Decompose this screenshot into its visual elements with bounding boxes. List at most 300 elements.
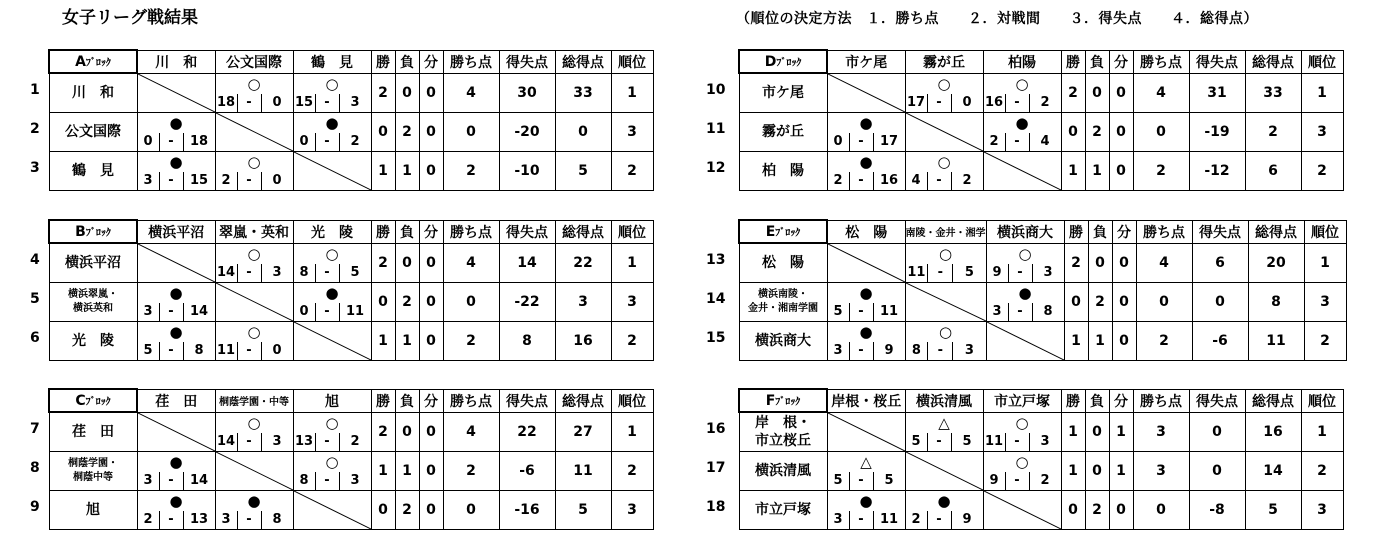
score-against: 16: [873, 172, 905, 191]
score-dash: -: [1005, 433, 1029, 452]
stat-losses: 0: [395, 73, 419, 112]
result-mark: ●: [827, 321, 905, 342]
stat-header: 得失点: [499, 50, 555, 73]
score-for: 0: [293, 133, 315, 152]
score-for: 2: [137, 511, 159, 530]
stat-rank: 1: [611, 412, 653, 451]
score-dash: -: [849, 472, 873, 491]
opponent-header: 市立戸塚: [983, 389, 1061, 412]
stat-goals-total: 11: [555, 451, 611, 490]
stat-goal-diff: -6: [1192, 321, 1248, 360]
stat-losses: 2: [1085, 112, 1109, 151]
score-dash: -: [849, 303, 873, 322]
score-against: 11: [339, 303, 371, 322]
header-row: [739, 220, 1346, 243]
score-dash: -: [927, 172, 951, 191]
stat-header: 分: [419, 220, 443, 243]
stat-rank: 3: [611, 282, 653, 321]
score-for: 3: [986, 303, 1008, 322]
score-against: 9: [873, 342, 905, 361]
block-table: [48, 49, 654, 191]
score-against: 3: [1029, 433, 1061, 452]
stat-rank: 1: [1301, 412, 1343, 451]
score-for: 3: [137, 472, 159, 491]
stat-header: 総得点: [1248, 220, 1304, 243]
score-for: 0: [827, 133, 849, 152]
block-b: [48, 219, 654, 361]
score-for: 11: [216, 343, 236, 358]
score-for: 11: [984, 434, 1004, 449]
stat-rank: 3: [1301, 112, 1343, 151]
self-match-cell: [137, 73, 215, 112]
score-against: 2: [339, 133, 371, 152]
team-row: [49, 112, 653, 133]
stat-header: 順位: [611, 50, 653, 73]
stat-header: 総得点: [555, 50, 611, 73]
ranking-method-note: （順位の決定方法 １．勝ち点 ２．対戦間 ３．得失点 ４．総得点）: [736, 11, 1258, 27]
opponent-header: 岸根・桜丘: [827, 389, 905, 412]
score-dash: -: [1005, 472, 1029, 491]
block-d: [738, 49, 1344, 191]
score-dash: -: [315, 133, 339, 152]
stat-rank: 3: [1304, 282, 1346, 321]
block-label: [739, 389, 827, 412]
block-suffix: ﾌﾞﾛｯｸ: [85, 57, 111, 69]
stat-goal-diff: 14: [499, 243, 555, 282]
team-name: 横浜平沼: [49, 243, 137, 282]
opponent-header: 翠嵐・英和: [215, 220, 293, 243]
stat-header: 順位: [1301, 50, 1343, 73]
score-for: 2: [215, 172, 237, 191]
stat-wins: 1: [1064, 321, 1088, 360]
score-dash: -: [315, 303, 339, 322]
score-dash: -: [159, 472, 183, 491]
stat-points: 2: [443, 151, 499, 190]
stat-losses: 0: [395, 243, 419, 282]
self-match-cell: [293, 151, 371, 190]
stat-goal-diff: -20: [499, 112, 555, 151]
self-match-cell: [905, 112, 983, 151]
result-mark: ●: [215, 490, 293, 511]
stat-goals-total: 5: [555, 490, 611, 529]
stat-header: 負: [1085, 50, 1109, 73]
team-row: [49, 321, 653, 342]
stat-losses: 2: [1085, 490, 1109, 529]
score-for: 2: [983, 133, 1005, 152]
stat-header: 分: [1109, 50, 1133, 73]
stat-goals-total: 33: [1245, 73, 1301, 112]
stat-rank: 2: [611, 321, 653, 360]
self-match-cell: [905, 282, 986, 321]
stat-wins: 2: [1061, 73, 1085, 112]
score-against: 4: [1029, 133, 1061, 152]
score-for: 14: [216, 434, 236, 449]
stat-goal-diff: -12: [1189, 151, 1245, 190]
score-against: 0: [261, 94, 293, 113]
team-row: [739, 243, 1346, 264]
stat-points: 0: [1133, 112, 1189, 151]
stat-goals-total: 11: [1248, 321, 1304, 360]
block-suffix: ﾌﾞﾛｯｸ: [776, 57, 802, 69]
stat-header: 順位: [611, 220, 653, 243]
stat-header: 順位: [1301, 389, 1343, 412]
stat-draws: 0: [419, 321, 443, 360]
stat-draws: 0: [1109, 112, 1133, 151]
opponent-header: 柏陽: [983, 50, 1061, 73]
score-for: 8: [293, 472, 315, 491]
stat-losses: 1: [395, 451, 419, 490]
block-table: [48, 388, 654, 530]
row-number: 13: [706, 252, 726, 268]
score-dash: -: [315, 472, 339, 491]
stat-goals-total: 16: [555, 321, 611, 360]
team-name: 光 陵: [49, 321, 137, 360]
team-name: 横浜翠嵐・ 横浜英和: [49, 282, 137, 321]
score-against: 3: [261, 433, 293, 452]
score-against: 11: [873, 303, 905, 322]
score-dash: -: [237, 94, 261, 113]
self-match-cell: [986, 321, 1064, 360]
stat-header: 総得点: [1245, 50, 1301, 73]
stat-wins: 2: [1064, 243, 1088, 282]
self-match-cell: [215, 451, 293, 490]
team-row: [49, 243, 653, 264]
opponent-header: 荏 田: [137, 389, 215, 412]
stat-header: 勝: [371, 220, 395, 243]
team-row: [739, 451, 1343, 472]
block-e: [738, 219, 1347, 361]
block-letter: B: [75, 223, 86, 240]
stat-header: 総得点: [1245, 389, 1301, 412]
score-against: 3: [339, 94, 371, 113]
stat-losses: 0: [1085, 451, 1109, 490]
score-against: 2: [1029, 472, 1061, 491]
team-name: 柏 陽: [739, 151, 827, 190]
score-dash: -: [159, 172, 183, 191]
stat-points: 2: [1133, 151, 1189, 190]
opponent-header: 鶴 見: [293, 50, 371, 73]
result-mark: ○: [293, 451, 371, 472]
stat-draws: 0: [419, 451, 443, 490]
self-match-cell: [137, 412, 215, 451]
stat-header: 負: [395, 220, 419, 243]
block-label: [49, 220, 137, 243]
stat-draws: 0: [1112, 321, 1136, 360]
row-number: 8: [30, 460, 40, 476]
team-row: [49, 490, 653, 511]
page-title: 女子リーグ戦結果: [62, 8, 198, 28]
stat-losses: 2: [1088, 282, 1112, 321]
score-for: 13: [294, 434, 314, 449]
stat-points: 2: [443, 451, 499, 490]
score-for: 5: [905, 433, 927, 452]
stat-rank: 1: [611, 243, 653, 282]
stat-losses: 1: [1088, 321, 1112, 360]
stat-draws: 0: [419, 112, 443, 151]
stat-header: 負: [395, 50, 419, 73]
result-mark: ●: [827, 151, 905, 172]
stat-draws: 0: [419, 243, 443, 282]
score-for: 5: [827, 303, 849, 322]
result-mark: ●: [137, 112, 215, 133]
team-name: 霧が丘: [739, 112, 827, 151]
result-mark: ○: [215, 73, 293, 94]
stat-rank: 3: [611, 490, 653, 529]
score-against: 3: [953, 342, 986, 361]
block-suffix: ﾌﾞﾛｯｸ: [85, 227, 111, 239]
stat-draws: 0: [419, 490, 443, 529]
score-for: 4: [905, 172, 927, 191]
stat-draws: 0: [1112, 243, 1136, 282]
score-dash: -: [1005, 94, 1029, 113]
result-mark: ●: [827, 490, 905, 511]
stat-wins: 0: [1061, 490, 1085, 529]
stat-header: 分: [419, 389, 443, 412]
score-for: 8: [293, 264, 315, 283]
team-name: 鶴 見: [49, 151, 137, 190]
stat-goal-diff: 6: [1192, 243, 1248, 282]
stat-losses: 1: [1085, 151, 1109, 190]
stat-points: 4: [1133, 73, 1189, 112]
self-match-cell: [983, 151, 1061, 190]
header-row: [49, 389, 653, 412]
stat-goals-total: 5: [555, 151, 611, 190]
team-row: [739, 490, 1343, 511]
stat-points: 2: [1136, 321, 1192, 360]
stat-header: 負: [1085, 389, 1109, 412]
result-mark: ○: [215, 151, 293, 172]
stat-header: 負: [395, 389, 419, 412]
team-row: [49, 73, 653, 94]
stat-losses: 2: [395, 112, 419, 151]
stat-header: 分: [419, 50, 443, 73]
team-row: [49, 151, 653, 172]
stat-goals-total: 14: [1245, 451, 1301, 490]
stat-draws: 0: [419, 412, 443, 451]
stat-header: 総得点: [555, 220, 611, 243]
block-label: [49, 50, 137, 73]
team-row: [739, 112, 1343, 133]
row-number: 4: [30, 252, 40, 268]
team-name: 荏 田: [49, 412, 137, 451]
team-row: [739, 151, 1343, 172]
score-for: 9: [983, 472, 1005, 491]
stat-header: 負: [1088, 220, 1112, 243]
result-mark: ●: [137, 451, 215, 472]
self-match-cell: [293, 490, 371, 529]
row-number: 1: [30, 82, 40, 98]
block-a: [48, 49, 654, 191]
score-dash: -: [849, 342, 873, 361]
block-suffix: ﾌﾞﾛｯｸ: [775, 396, 801, 408]
stat-points: 0: [1133, 490, 1189, 529]
stat-header: 勝: [371, 389, 395, 412]
stat-goal-diff: 8: [499, 321, 555, 360]
score-for: 17: [906, 95, 926, 110]
score-for: 5: [827, 472, 849, 491]
stat-header: 分: [1112, 220, 1136, 243]
team-row: [739, 282, 1346, 303]
stat-header: 勝ち点: [1136, 220, 1192, 243]
stat-header: 勝ち点: [443, 389, 499, 412]
score-dash: -: [237, 342, 261, 361]
stat-header: 勝: [371, 50, 395, 73]
opponent-header: 旭: [293, 389, 371, 412]
stat-draws: 0: [1109, 490, 1133, 529]
result-mark: ●: [137, 282, 215, 303]
stat-rank: 2: [1301, 151, 1343, 190]
score-against: 0: [261, 172, 293, 191]
opponent-header: 横浜清風: [905, 389, 983, 412]
stat-goals-total: 22: [555, 243, 611, 282]
stat-wins: 2: [371, 243, 395, 282]
self-match-cell: [983, 490, 1061, 529]
score-against: 11: [873, 511, 905, 530]
result-mark: ○: [215, 412, 293, 433]
result-mark: ○: [215, 321, 293, 342]
team-name: 市立戸塚: [739, 490, 827, 529]
stat-wins: 0: [1061, 112, 1085, 151]
score-against: 5: [873, 472, 905, 491]
stat-goal-diff: 0: [1192, 282, 1248, 321]
score-against: 14: [183, 472, 215, 491]
self-match-cell: [293, 321, 371, 360]
stat-goal-diff: -8: [1189, 490, 1245, 529]
stat-header: 得失点: [499, 389, 555, 412]
block-letter: E: [765, 223, 776, 240]
result-mark: ●: [986, 282, 1064, 303]
self-match-cell: [827, 412, 905, 451]
score-against: 3: [339, 472, 371, 491]
score-against: 8: [1032, 303, 1064, 322]
score-against: 9: [951, 511, 983, 530]
team-name: 横浜商大: [739, 321, 827, 360]
opponent-header: 霧が丘: [905, 50, 983, 73]
stat-header: 分: [1109, 389, 1133, 412]
stat-goal-diff: -22: [499, 282, 555, 321]
score-for: 0: [293, 303, 315, 322]
score-against: 18: [183, 133, 215, 152]
stat-points: 0: [1136, 282, 1192, 321]
stat-draws: 1: [1109, 451, 1133, 490]
self-match-cell: [827, 243, 905, 282]
stat-rank: 1: [1304, 243, 1346, 282]
result-mark: ●: [137, 321, 215, 342]
score-against: 2: [1029, 94, 1061, 113]
row-number: 6: [30, 330, 40, 346]
result-mark: ○: [905, 243, 986, 264]
block-letter: D: [764, 53, 777, 70]
stat-wins: 0: [371, 490, 395, 529]
stat-wins: 1: [371, 321, 395, 360]
result-mark: ○: [983, 451, 1061, 472]
stat-rank: 2: [611, 451, 653, 490]
score-for: 5: [137, 342, 159, 361]
result-mark: ○: [983, 73, 1061, 94]
stat-goals-total: 6: [1245, 151, 1301, 190]
score-for: 14: [216, 265, 236, 280]
stat-losses: 0: [1085, 412, 1109, 451]
team-row: [49, 451, 653, 472]
score-against: 3: [261, 264, 293, 283]
row-number: 14: [706, 291, 726, 307]
self-match-cell: [215, 112, 293, 151]
opponent-header: 桐蔭学園・中等: [215, 389, 293, 412]
stat-goals-total: 0: [555, 112, 611, 151]
stat-points: 4: [1136, 243, 1192, 282]
stat-goal-diff: 31: [1189, 73, 1245, 112]
score-dash: -: [237, 264, 261, 283]
score-dash: -: [928, 342, 953, 361]
score-dash: -: [849, 172, 873, 191]
score-for: 3: [137, 172, 159, 191]
score-against: 15: [183, 172, 215, 191]
row-number: 12: [706, 160, 726, 176]
stat-rank: 2: [611, 151, 653, 190]
block-f: [738, 388, 1344, 530]
score-dash: -: [159, 133, 183, 152]
stat-header: 勝ち点: [443, 220, 499, 243]
result-mark: ●: [905, 490, 983, 511]
stat-losses: 2: [395, 282, 419, 321]
stat-wins: 0: [371, 282, 395, 321]
self-match-cell: [827, 73, 905, 112]
stat-goal-diff: 0: [1189, 412, 1245, 451]
stat-losses: 0: [1088, 243, 1112, 282]
stat-goal-diff: -16: [499, 490, 555, 529]
score-for: 9: [986, 264, 1008, 283]
team-row: [739, 412, 1343, 433]
result-mark: ○: [905, 73, 983, 94]
stat-losses: 2: [395, 490, 419, 529]
score-for: 15: [294, 95, 314, 110]
opponent-header: 光 陵: [293, 220, 371, 243]
stat-draws: 0: [1109, 151, 1133, 190]
stat-wins: 1: [371, 151, 395, 190]
result-mark: ●: [983, 112, 1061, 133]
stat-header: 勝: [1061, 389, 1085, 412]
stat-losses: 0: [1085, 73, 1109, 112]
score-for: 16: [984, 95, 1004, 110]
score-for: 0: [137, 133, 159, 152]
stat-goal-diff: -19: [1189, 112, 1245, 151]
team-name: 旭: [49, 490, 137, 529]
self-match-cell: [137, 243, 215, 282]
row-number: 16: [706, 421, 726, 437]
result-mark: ●: [293, 282, 371, 303]
score-dash: -: [315, 433, 339, 452]
row-number: 3: [30, 160, 40, 176]
stat-goals-total: 2: [1245, 112, 1301, 151]
header-row: [739, 50, 1343, 73]
stat-points: 3: [1133, 451, 1189, 490]
stat-rank: 3: [1301, 490, 1343, 529]
team-name: 川 和: [49, 73, 137, 112]
stat-header: 勝: [1064, 220, 1088, 243]
stat-wins: 1: [371, 451, 395, 490]
stat-wins: 2: [371, 412, 395, 451]
self-match-cell: [905, 451, 983, 490]
result-mark: ○: [986, 243, 1064, 264]
score-for: 8: [905, 342, 928, 361]
stat-goals-total: 8: [1248, 282, 1304, 321]
stat-header: 勝ち点: [1133, 389, 1189, 412]
score-dash: -: [237, 511, 261, 530]
score-for: 11: [905, 264, 928, 283]
opponent-header: 川 和: [137, 50, 215, 73]
score-against: 2: [339, 433, 371, 452]
block-table: [738, 388, 1344, 530]
